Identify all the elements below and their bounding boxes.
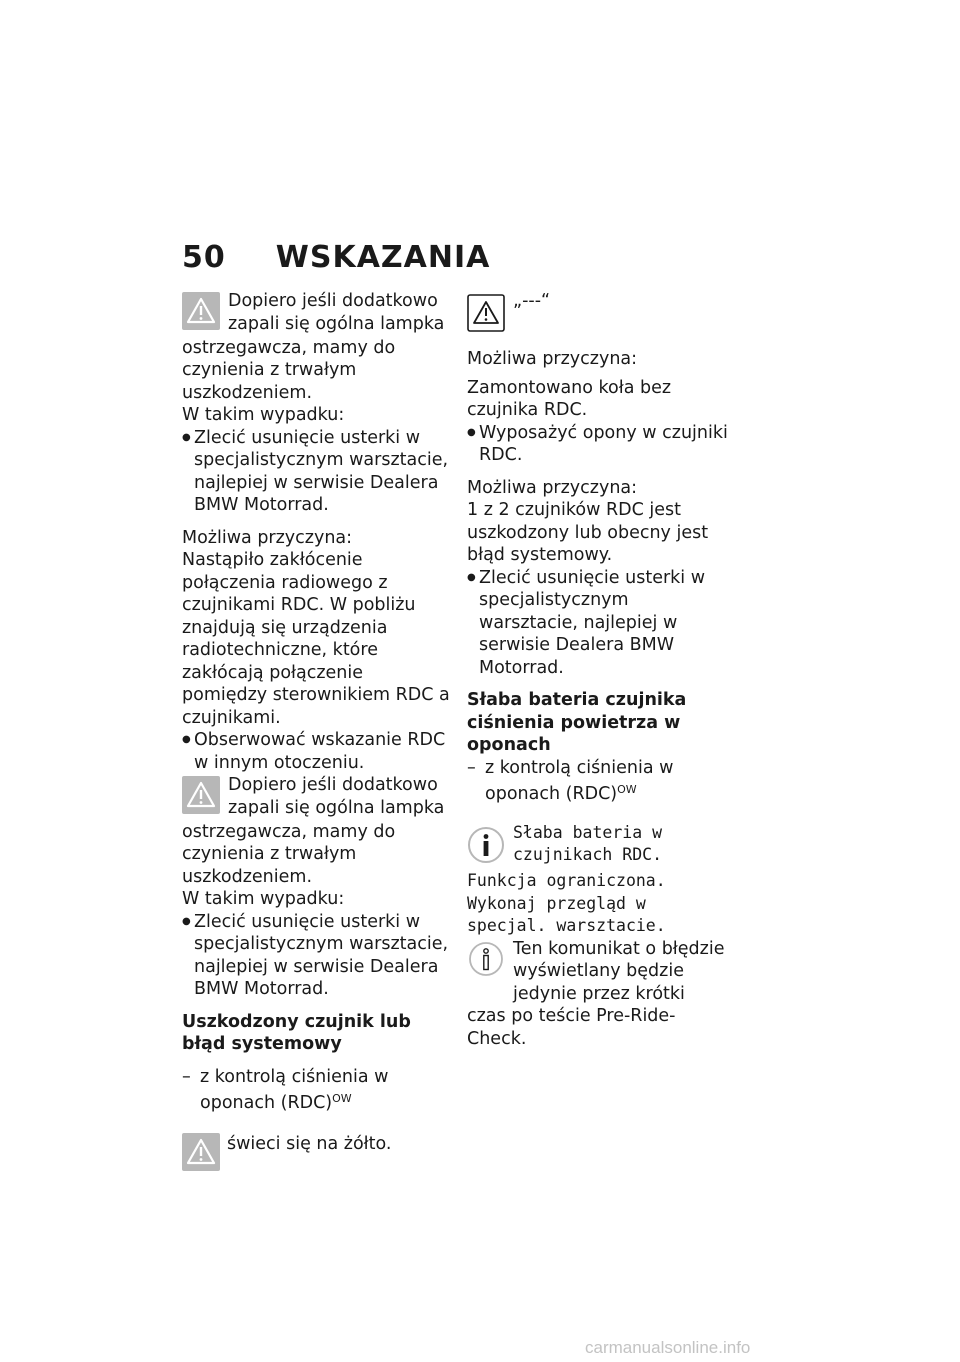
info-icon [467,826,505,871]
page-number: 50 [182,240,226,275]
display-message-line: Słaba bateria w [513,822,663,842]
right-column [467,290,729,1050]
list-item: ● Wyposażyć opony w czujniki RDC. [467,422,729,467]
yellow-text: świeci się na żółto. [227,1133,392,1154]
warning-triangle-icon [182,1133,220,1178]
warning-triangle-icon [182,776,220,821]
display-dashes: „---“ [513,291,551,311]
warning-block-1 [182,290,450,427]
section-heading: Uszkodzony czujnik lub błąd systemowy [182,1011,411,1054]
display-message-line: czujnikach RDC. [513,845,663,864]
case-label: W takim wypadku: [182,405,345,425]
display-message-line: specjal. warsztacie. [467,916,666,935]
list-item: ● Zlecić usunięcie usterki w specjalistycznym warsztacie, najlepiej w serwisie Dealera BMW Motorrad. [182,911,450,1001]
section-heading: Słaba bateria czujnika ciśnienia powietrza w oponach [467,690,687,755]
list-item: ● Zlecić usunięcie usterki w specjalistycznym warsztacie, najlepiej w serwisie Dealera BMW Motorrad. [467,567,729,680]
display-block [467,290,729,338]
display-message-line: Funkcja ograniczona. [467,871,666,890]
list-item: ● Zlecić usunięcie usterki w specjalistycznym warsztacie, najlepiej w serwisie Dealera BMW Motorrad. [182,427,450,517]
warning-triangle-icon [182,292,220,337]
warning-text-top: Dopiero jeśli dodatkowo zapali się ogólna lampka [228,291,445,334]
watermark: carmanualsonline.info [585,1338,751,1357]
warning-text-rest: ostrzegawcza, mamy do czynienia z trwałym uszkodzeniem. [182,337,396,403]
cause-label: Możliwa przyczyna: [467,349,638,369]
info-outline-icon [467,940,505,985]
dash-item-text: z kontrolą ciśnienia w oponach (RDC) [200,1066,389,1113]
dash-item-text: z kontrolą ciśnienia w oponach (RDC) [485,757,674,804]
case-label: W takim wypadku: [182,889,345,909]
dash-item-sup: OW [617,783,637,796]
list-item: ● Obserwować wskazanie RDC w innym otoczeniu. [182,729,450,774]
left-column [182,290,450,1173]
dash-item [182,1066,450,1115]
display-message-line: Wykonaj przegląd w [467,893,646,913]
cause-text: 1 z 2 czujników RDC jest uszkodzony lub obecny jest błąd systemowy. [467,500,709,565]
warning-text-top: Dopiero jeśli dodatkowo zapali się ogólna lampka [228,775,445,818]
warning-block-2 [182,774,450,911]
page-title: WSKAZANIA [275,240,491,275]
yellow-warning-block [182,1133,450,1173]
cause-label: Możliwa przyczyna: [467,477,638,498]
cause-label: Możliwa przyczyna: [182,527,353,548]
warning-text-rest: ostrzegawcza, mamy do czynienia z trwałym uszkodzeniem. [182,821,396,887]
page-header [182,240,490,275]
dash-item-sup: OW [332,1092,352,1105]
note-block [467,938,729,1051]
note-text: Ten komunikat o błędzie wyświetlany będzie jedynie przez krótki czas po teście Pre-Ride-Check. [467,938,725,1049]
warning-outline-icon [467,294,505,339]
dash-item [467,757,729,806]
cause-text: Nastąpiło zakłócenie połączenia radiowego z czujnikami RDC. W pobliżu znajdują się urządzenia radiotechniczne, które zakłócają połączenie pomiędzy sterownikiem RDC a czujnikami. [182,550,450,728]
info-display-block [467,822,729,938]
cause-text: Zamontowano koła bez czujnika RDC. [467,377,672,420]
